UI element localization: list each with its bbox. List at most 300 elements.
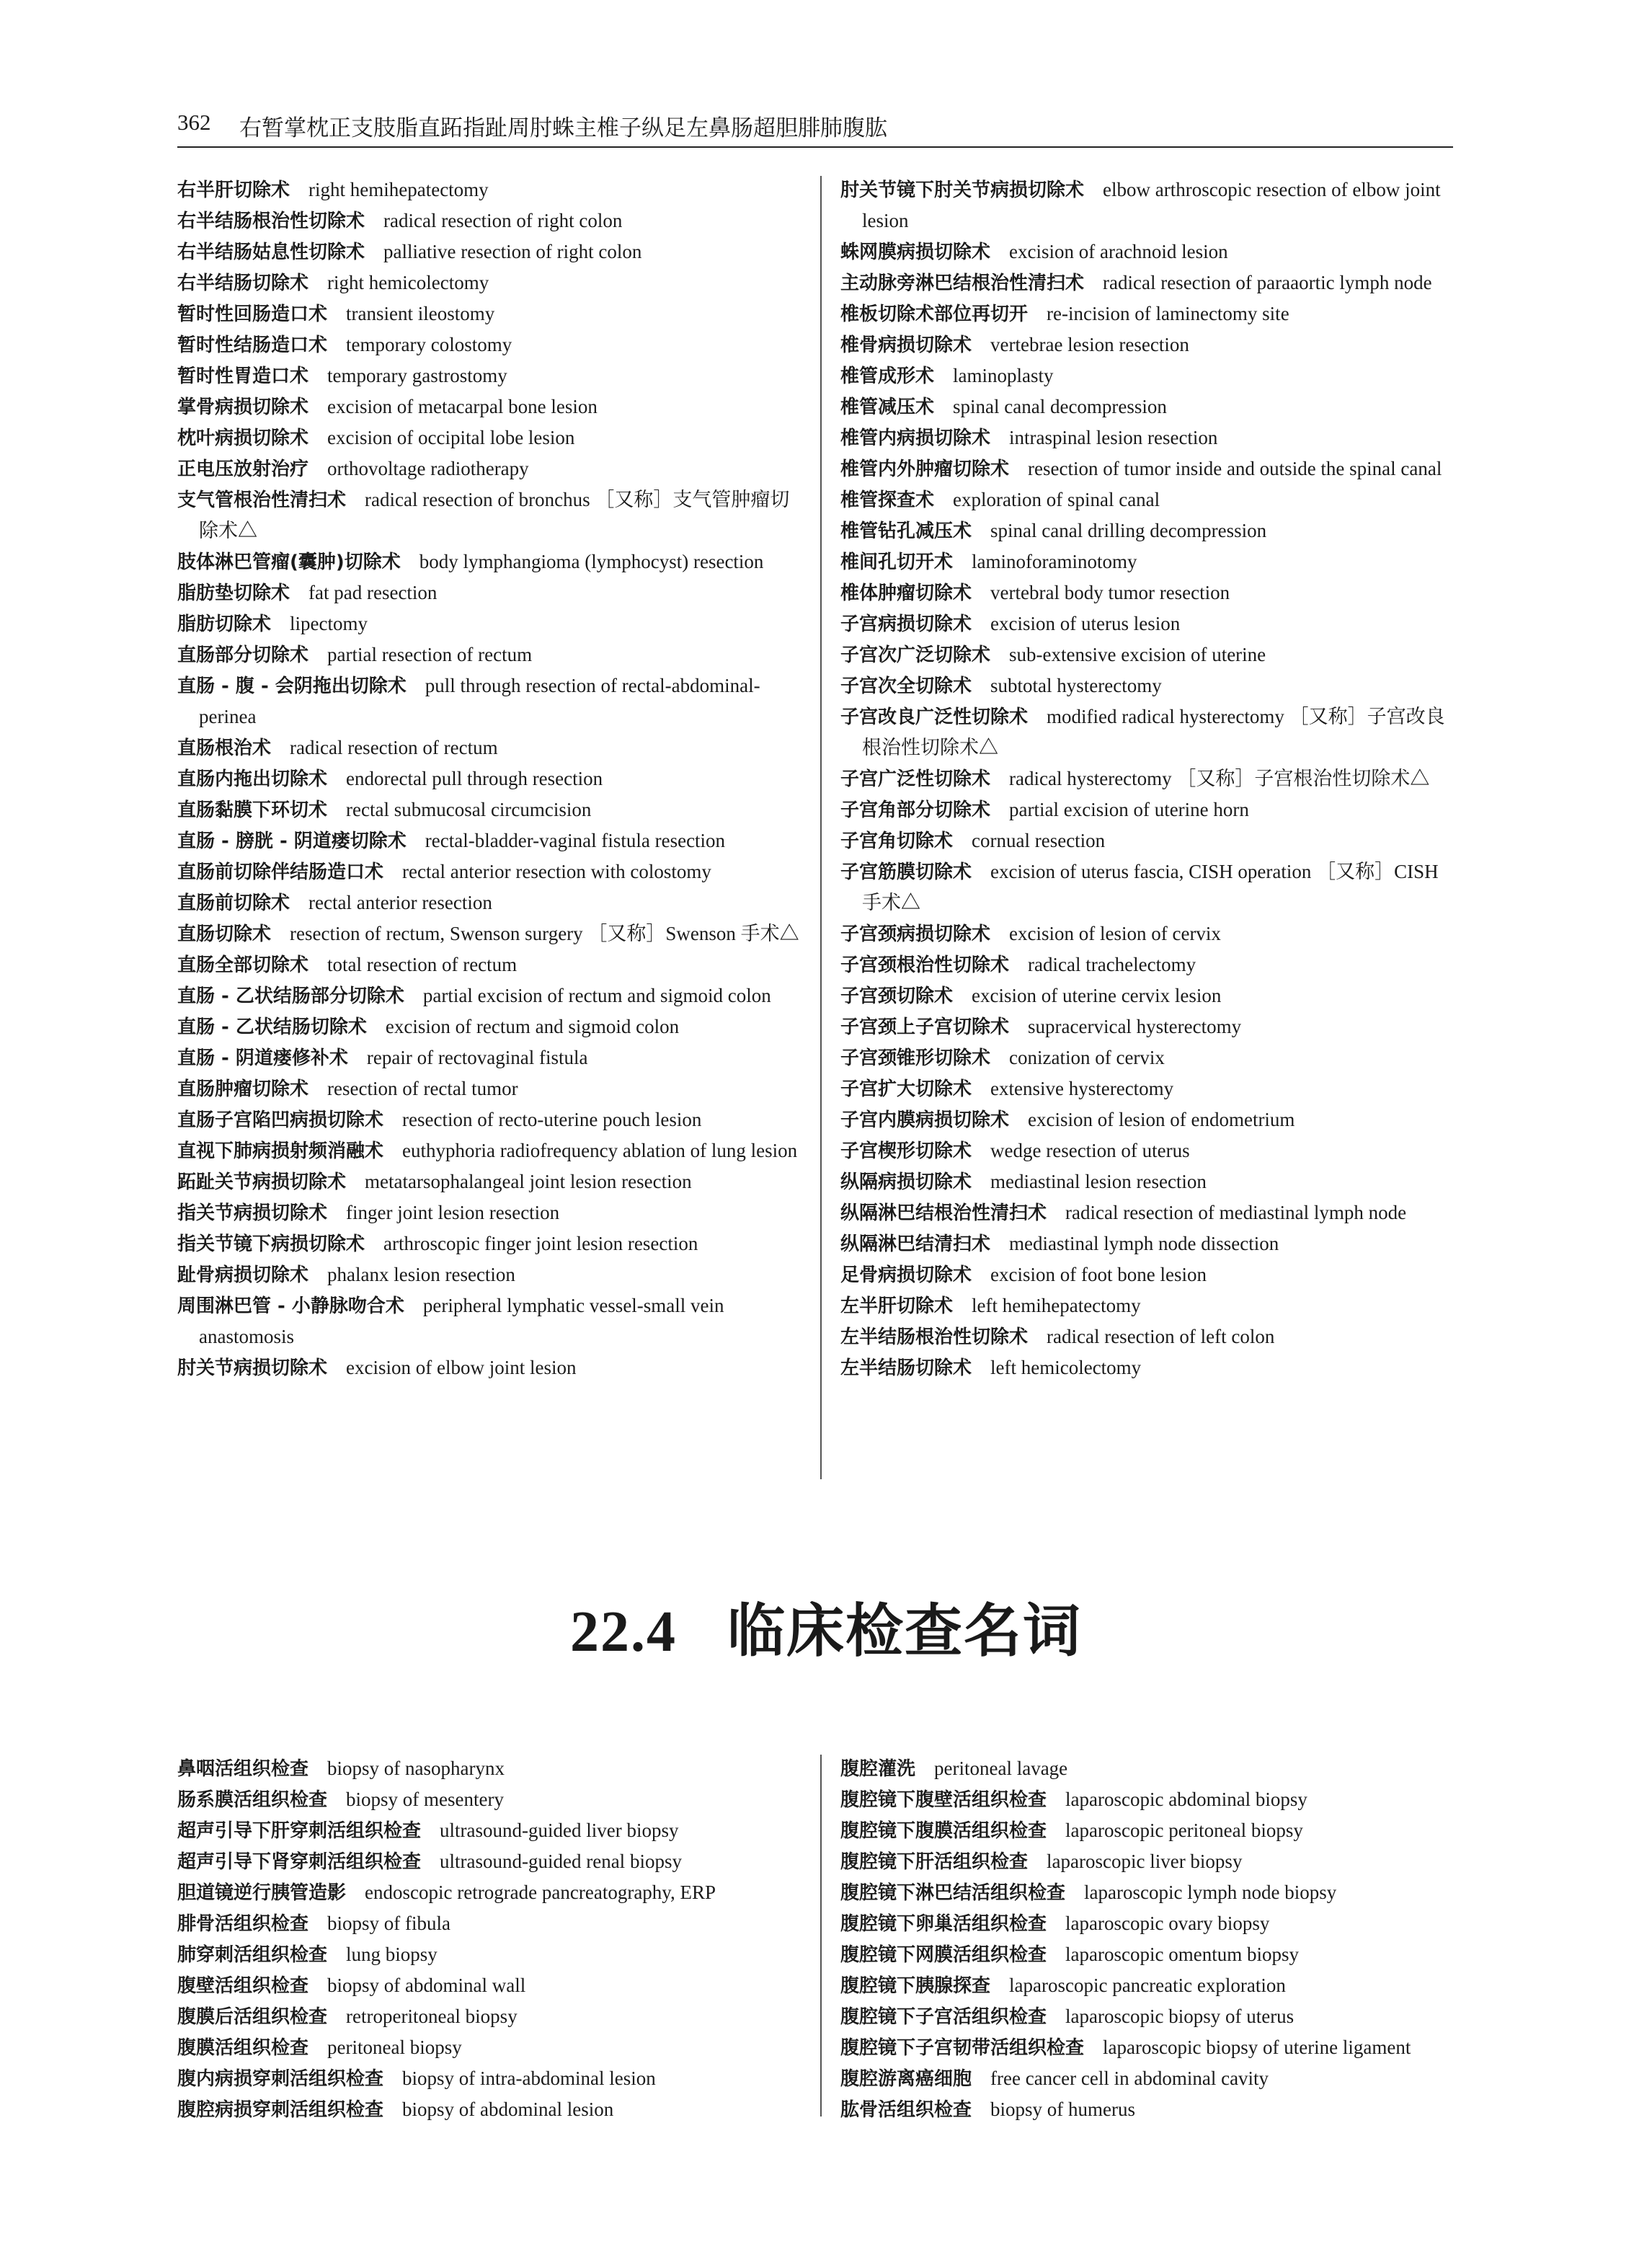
term-chinese: 椎间孔切开术	[840, 551, 954, 573]
term-english: re-incision of laminectomy site	[1047, 303, 1289, 324]
term-chinese: 直肠内拖出切除术	[177, 768, 328, 790]
term-chinese: 指关节病损切除术	[177, 1202, 328, 1224]
term-chinese: 子宫改良广泛性切除术	[840, 706, 1029, 728]
term-chinese: 直肠全部切除术	[177, 954, 309, 976]
term-english: excision of lesion of endometrium	[1028, 1109, 1295, 1130]
term-entry	[840, 174, 1453, 236]
term-chinese: 正电压放射治疗	[177, 458, 309, 480]
term-english: endoscopic retrograde pancreatography, ERP	[365, 1881, 716, 1903]
term-entry	[840, 1846, 1453, 1877]
term-entry	[840, 1753, 1453, 1784]
term-entry	[840, 949, 1453, 980]
term-chinese: 主动脉旁淋巴结根治性清扫术	[840, 272, 1085, 294]
term-english: ultrasound-guided liver biopsy	[440, 1819, 679, 1841]
term-chinese: 子宫扩大切除术	[840, 1078, 972, 1100]
term-english: euthyphoria radiofrequency ablation of lung lesion	[402, 1140, 798, 1161]
term-english: arthroscopic finger joint lesion resection	[383, 1233, 698, 1254]
term-entry	[840, 2001, 1453, 2032]
term-chinese: 腹腔镜下子宫韧带活组织检查	[840, 2037, 1085, 2059]
term-entry	[177, 1784, 804, 1815]
term-english: resection of recto-uterine pouch lesion	[402, 1109, 702, 1130]
term-english: resection of rectal tumor	[327, 1078, 518, 1099]
term-english: biopsy of abdominal wall	[327, 1974, 526, 1996]
term-english: biopsy of nasopharynx	[327, 1758, 505, 1779]
term-english: peritoneal biopsy	[327, 2036, 462, 2058]
term-english: excision of uterus fascia, CISH operation ［又称］CISH 手术△	[862, 861, 1439, 913]
term-english: left hemihepatectomy	[972, 1295, 1141, 1316]
term-english: radical resection of rectum	[290, 737, 498, 758]
term-chinese: 左半结肠切除术	[840, 1357, 972, 1379]
term-entry	[840, 794, 1453, 825]
term-entry	[177, 763, 804, 794]
term-entry	[177, 670, 804, 732]
term-english: excision of foot bone lesion	[990, 1264, 1207, 1285]
section-heading	[0, 1584, 1652, 1667]
term-entry	[177, 918, 804, 949]
term-entry	[840, 1877, 1453, 1908]
section2-column-divider	[820, 1755, 822, 2116]
term-chinese: 超声引导下肾穿刺活组织检查	[177, 1851, 422, 1873]
term-chinese: 趾骨病损切除术	[177, 1264, 309, 1286]
term-chinese: 腹腔镜下腹膜活组织检查	[840, 1820, 1047, 1842]
term-entry	[177, 949, 804, 980]
term-entry	[177, 236, 804, 267]
term-entry	[177, 1166, 804, 1197]
term-chinese: 椎管减压术	[840, 396, 935, 418]
term-english: partial excision of rectum and sigmoid colon	[422, 985, 771, 1006]
term-english: laparoscopic abdominal biopsy	[1065, 1788, 1307, 1810]
term-english: phalanx lesion resection	[327, 1264, 515, 1285]
term-english: radical resection of mediastinal lymph node	[1065, 1202, 1407, 1223]
term-entry	[177, 1259, 804, 1290]
term-english: elbow arthroscopic resection of elbow joint lesion	[862, 179, 1441, 231]
term-english: resection of rectum, Swenson surgery ［又称］Swenson 手术△	[290, 923, 799, 944]
term-chinese: 肢体淋巴管瘤(囊肿)切除术	[177, 551, 401, 573]
term-entry	[840, 856, 1453, 918]
term-chinese: 脂肪垫切除术	[177, 582, 290, 604]
term-english: laparoscopic ovary biopsy	[1065, 1912, 1270, 1934]
term-chinese: 椎管成形术	[840, 365, 935, 387]
term-entry	[840, 1166, 1453, 1197]
term-entry	[840, 701, 1453, 763]
term-english: metatarsophalangeal joint lesion resection	[365, 1171, 692, 1192]
term-english: subtotal hysterectomy	[990, 675, 1162, 696]
term-english: excision of rectum and sigmoid colon	[385, 1016, 680, 1037]
term-entry	[177, 329, 804, 360]
term-entry	[177, 205, 804, 236]
term-chinese: 足骨病损切除术	[840, 1264, 972, 1286]
term-english: endorectal pull through resection	[346, 768, 603, 789]
term-entry	[177, 298, 804, 329]
term-english: fat pad resection	[308, 582, 438, 603]
term-chinese: 直肠黏膜下环切术	[177, 799, 328, 821]
term-entry	[177, 1135, 804, 1166]
term-entry	[177, 360, 804, 391]
term-entry	[177, 267, 804, 298]
term-chinese: 肠系膜活组织检查	[177, 1789, 328, 1811]
term-chinese: 左半肝切除术	[840, 1295, 954, 1317]
term-english: peripheral lymphatic vessel-small vein anastomosis	[199, 1295, 724, 1347]
term-entry	[840, 1908, 1453, 1939]
term-entry	[840, 1970, 1453, 2001]
term-entry	[840, 1259, 1453, 1290]
term-english: laminoforaminotomy	[972, 551, 1137, 572]
term-entry	[177, 2001, 804, 2032]
term-entry	[840, 825, 1453, 856]
section2-right-column	[840, 1753, 1453, 2125]
term-chinese: 腹腔镜下子宫活组织检查	[840, 2006, 1047, 2028]
term-chinese: 直肠肿瘤切除术	[177, 1078, 309, 1100]
term-entry	[177, 453, 804, 484]
term-entry	[840, 391, 1453, 422]
term-english: laparoscopic biopsy of uterus	[1065, 2005, 1294, 2027]
term-entry	[840, 1011, 1453, 1042]
section1-column-divider	[820, 176, 822, 1479]
term-entry	[177, 546, 804, 577]
term-english: orthovoltage radiotherapy	[327, 458, 529, 479]
term-english: finger joint lesion resection	[346, 1202, 560, 1223]
term-chinese: 支气管根治性清扫术	[177, 489, 347, 511]
term-chinese: 子宫颈病损切除术	[840, 923, 991, 945]
term-chinese: 腹腔镜下肝活组织检查	[840, 1851, 1029, 1873]
term-entry	[840, 298, 1453, 329]
term-entry	[177, 1011, 804, 1042]
term-english: excision of elbow joint lesion	[346, 1357, 577, 1378]
term-english: retroperitoneal biopsy	[346, 2005, 518, 2027]
term-entry	[840, 2094, 1453, 2125]
term-chinese: 直肠前切除伴结肠造口术	[177, 861, 384, 883]
term-entry	[177, 825, 804, 856]
term-english: excision of uterine cervix lesion	[972, 985, 1222, 1006]
term-english: laparoscopic lymph node biopsy	[1084, 1881, 1337, 1903]
term-english: partial resection of rectum	[327, 644, 533, 665]
term-entry	[840, 422, 1453, 453]
term-entry	[840, 2063, 1453, 2094]
term-english: left hemicolectomy	[990, 1357, 1142, 1378]
term-chinese: 暂时性回肠造口术	[177, 303, 328, 325]
term-english: rectal anterior resection	[308, 892, 492, 913]
term-chinese: 直肠根治术	[177, 737, 272, 759]
term-english: vertebral body tumor resection	[990, 582, 1230, 603]
term-chinese: 腹腔镜下网膜活组织检查	[840, 1944, 1047, 1966]
term-chinese: 右半结肠根治性切除术	[177, 210, 365, 232]
term-chinese: 肱骨活组织检查	[840, 2099, 972, 2121]
term-chinese: 椎管内外肿瘤切除术	[840, 458, 1010, 480]
term-chinese: 肘关节病损切除术	[177, 1357, 328, 1379]
term-chinese: 腹膜后活组织检查	[177, 2006, 328, 2028]
term-entry	[840, 608, 1453, 639]
term-english: spinal canal decompression	[953, 396, 1167, 417]
term-entry	[177, 608, 804, 639]
term-chinese: 子宫筋膜切除术	[840, 861, 972, 883]
term-chinese: 鼻咽活组织检查	[177, 1758, 309, 1780]
term-entry	[840, 1939, 1453, 1970]
term-entry	[840, 484, 1453, 515]
term-english: laparoscopic omentum biopsy	[1065, 1943, 1299, 1965]
term-english: radical resection of right colon	[383, 210, 623, 231]
header-title: 右暂掌枕正支肢脂直跖指趾周肘蛛主椎子纵足左鼻肠超胆腓肺腹肱	[239, 115, 887, 141]
term-entry	[177, 1042, 804, 1073]
term-english: lipectomy	[290, 613, 368, 634]
term-chinese: 右半结肠姑息性切除术	[177, 241, 365, 263]
term-chinese: 右半肝切除术	[177, 179, 290, 201]
term-entry	[840, 2032, 1453, 2063]
term-english: vertebrae lesion resection	[990, 334, 1189, 355]
term-entry	[840, 453, 1453, 484]
term-english: body lymphangioma (lymphocyst) resection	[419, 551, 764, 572]
term-entry	[177, 1846, 804, 1877]
term-chinese: 肺穿刺活组织检查	[177, 1944, 328, 1966]
term-chinese: 暂时性结肠造口术	[177, 334, 328, 356]
term-entry	[177, 1877, 804, 1908]
term-entry	[177, 391, 804, 422]
term-english: spinal canal drilling decompression	[990, 520, 1267, 541]
term-chinese: 子宫次广泛切除术	[840, 644, 991, 666]
term-entry	[177, 2032, 804, 2063]
term-english: pull through resection of rectal-abdominal-perinea	[199, 675, 760, 727]
term-chinese: 子宫颈切除术	[840, 985, 954, 1007]
term-chinese: 腹腔镜下胰腺探查	[840, 1975, 991, 1997]
running-header	[177, 110, 1453, 146]
term-english: biopsy of humerus	[990, 2098, 1135, 2120]
term-chinese: 腓骨活组织检查	[177, 1913, 309, 1935]
term-chinese: 椎骨病损切除术	[840, 334, 972, 356]
term-entry	[840, 1321, 1453, 1352]
term-chinese: 腹壁活组织检查	[177, 1975, 309, 1997]
term-entry	[840, 360, 1453, 391]
term-entry	[177, 887, 804, 918]
term-english: modified radical hysterectomy ［又称］子宫改良根治性切除术△	[862, 706, 1445, 758]
term-entry	[177, 1908, 804, 1939]
term-chinese: 纵隔病损切除术	[840, 1171, 972, 1193]
section1-right-column	[840, 174, 1453, 1383]
term-chinese: 周围淋巴管 - 小静脉吻合术	[177, 1295, 404, 1317]
term-english: ultrasound-guided renal biopsy	[440, 1850, 682, 1872]
term-english: sub-extensive excision of uterine	[1009, 644, 1266, 665]
term-english: radical resection of bronchus ［又称］支气管肿瘤切除术△	[199, 489, 790, 541]
term-entry	[177, 1290, 804, 1352]
term-english: biopsy of fibula	[327, 1912, 450, 1934]
term-entry	[177, 794, 804, 825]
term-entry	[177, 1228, 804, 1259]
term-english: excision of lesion of cervix	[1009, 923, 1221, 944]
term-english: mediastinal lymph node dissection	[1009, 1233, 1279, 1254]
term-chinese: 腹腔游离癌细胞	[840, 2068, 972, 2090]
term-entry	[840, 515, 1453, 546]
page-number: 362	[177, 110, 211, 135]
term-chinese: 椎管内病损切除术	[840, 427, 991, 449]
term-chinese: 子宫颈锥形切除术	[840, 1047, 991, 1069]
term-entry	[177, 980, 804, 1011]
term-entry	[840, 1104, 1453, 1135]
term-chinese: 子宫广泛性切除术	[840, 768, 991, 790]
term-entry	[840, 918, 1453, 949]
term-entry	[177, 2094, 804, 2125]
term-chinese: 跖趾关节病损切除术	[177, 1171, 347, 1193]
term-english: laparoscopic peritoneal biopsy	[1065, 1819, 1303, 1841]
term-entry	[177, 484, 804, 546]
term-english: temporary gastrostomy	[327, 365, 507, 386]
term-english: right hemicolectomy	[327, 272, 489, 293]
term-english: rectal-bladder-vaginal fistula resection	[425, 830, 726, 851]
term-english: excision of uterus lesion	[990, 613, 1181, 634]
term-english: rectal anterior resection with colostomy	[402, 861, 711, 882]
term-entry	[840, 267, 1453, 298]
term-entry	[840, 1784, 1453, 1815]
term-english: radical resection of paraaortic lymph node	[1103, 272, 1432, 293]
term-chinese: 蛛网膜病损切除术	[840, 241, 991, 263]
term-chinese: 直肠 - 乙状结肠部分切除术	[177, 985, 404, 1007]
term-english: laparoscopic biopsy of uterine ligament	[1103, 2036, 1411, 2058]
term-entry	[840, 1352, 1453, 1383]
term-entry	[840, 1197, 1453, 1228]
term-chinese: 椎管探查术	[840, 489, 935, 511]
term-english: excision of occipital lobe lesion	[327, 427, 575, 448]
term-entry	[177, 1073, 804, 1104]
term-english: laminoplasty	[953, 365, 1054, 386]
term-entry	[177, 2063, 804, 2094]
term-chinese: 直肠切除术	[177, 923, 272, 945]
term-english: total resection of rectum	[327, 954, 518, 975]
term-entry	[840, 1135, 1453, 1166]
term-chinese: 子宫角切除术	[840, 830, 954, 852]
term-chinese: 胆道镜逆行胰管造影	[177, 1882, 347, 1904]
term-chinese: 子宫颈根治性切除术	[840, 954, 1010, 976]
term-english: palliative resection of right colon	[383, 241, 642, 262]
term-english: transient ileostomy	[346, 303, 495, 324]
term-english: intraspinal lesion resection	[1009, 427, 1218, 448]
term-entry	[840, 763, 1453, 794]
term-entry	[840, 639, 1453, 670]
term-entry	[840, 236, 1453, 267]
term-english: repair of rectovaginal fistula	[366, 1047, 588, 1068]
term-english: partial excision of uterine horn	[1009, 799, 1249, 820]
term-english: free cancer cell in abdominal cavity	[990, 2067, 1269, 2089]
term-english: supracervical hysterectomy	[1028, 1016, 1242, 1037]
term-chinese: 椎体肿瘤切除术	[840, 582, 972, 604]
term-english: rectal submucosal circumcision	[346, 799, 592, 820]
term-english: excision of arachnoid lesion	[1009, 241, 1228, 262]
term-entry	[840, 1228, 1453, 1259]
section2-left-column	[177, 1753, 804, 2125]
term-chinese: 枕叶病损切除术	[177, 427, 309, 449]
term-english: peritoneal lavage	[934, 1758, 1068, 1779]
term-english: biopsy of abdominal lesion	[402, 2098, 614, 2120]
term-chinese: 掌骨病损切除术	[177, 396, 309, 418]
term-chinese: 脂肪切除术	[177, 613, 272, 635]
section-number: 22.4	[570, 1600, 677, 1664]
term-english: radical hysterectomy ［又称］子宫根治性切除术△	[1009, 768, 1430, 789]
term-entry	[840, 1073, 1453, 1104]
term-english: biopsy of intra-abdominal lesion	[402, 2067, 656, 2089]
term-chinese: 子宫病损切除术	[840, 613, 972, 635]
term-entry	[177, 174, 804, 205]
term-chinese: 腹腔镜下淋巴结活组织检查	[840, 1882, 1066, 1904]
term-chinese: 腹腔镜下卵巢活组织检查	[840, 1913, 1047, 1935]
term-entry	[177, 1197, 804, 1228]
term-english: laparoscopic pancreatic exploration	[1009, 1974, 1286, 1996]
term-chinese: 指关节镜下病损切除术	[177, 1233, 365, 1255]
term-english: conization of cervix	[1009, 1047, 1165, 1068]
term-english: wedge resection of uterus	[990, 1140, 1190, 1161]
term-chinese: 直肠部分切除术	[177, 644, 309, 666]
term-entry	[177, 856, 804, 887]
term-chinese: 暂时性胃造口术	[177, 365, 309, 387]
term-entry	[840, 980, 1453, 1011]
term-english: radical resection of left colon	[1047, 1326, 1275, 1347]
term-chinese: 腹膜活组织检查	[177, 2037, 309, 2059]
term-chinese: 椎管钻孔减压术	[840, 520, 972, 542]
term-english: exploration of spinal canal	[953, 489, 1160, 510]
term-chinese: 直肠子宫陷凹病损切除术	[177, 1109, 384, 1131]
term-chinese: 左半结肠根治性切除术	[840, 1326, 1029, 1348]
term-chinese: 纵隔淋巴结根治性清扫术	[840, 1202, 1047, 1224]
term-chinese: 子宫内膜病损切除术	[840, 1109, 1010, 1131]
header-rule	[177, 146, 1453, 148]
term-entry	[840, 1042, 1453, 1073]
term-entry	[840, 670, 1453, 701]
term-english: radical trachelectomy	[1028, 954, 1196, 975]
term-entry	[177, 1939, 804, 1970]
term-entry	[177, 639, 804, 670]
term-chinese: 直视下肺病损射频消融术	[177, 1140, 384, 1162]
section1-left-column	[177, 174, 804, 1383]
term-chinese: 肘关节镜下肘关节病损切除术	[840, 179, 1085, 201]
term-entry	[177, 1753, 804, 1784]
term-chinese: 椎板切除术部位再切开	[840, 303, 1029, 325]
term-chinese: 腹腔镜下腹壁活组织检查	[840, 1789, 1047, 1811]
term-chinese: 直肠 - 乙状结肠切除术	[177, 1016, 367, 1038]
term-chinese: 腹内病损穿刺活组织检查	[177, 2068, 384, 2090]
term-english: excision of metacarpal bone lesion	[327, 396, 598, 417]
term-entry	[177, 1970, 804, 2001]
section-title: 临床检查名词	[727, 1597, 1082, 1665]
term-chinese: 直肠 - 腹 - 会阴拖出切除术	[177, 675, 407, 697]
term-entry	[177, 422, 804, 453]
term-english: biopsy of mesentery	[346, 1788, 504, 1810]
term-english: extensive hysterectomy	[990, 1078, 1174, 1099]
term-chinese: 子宫楔形切除术	[840, 1140, 972, 1162]
term-english: temporary colostomy	[346, 334, 512, 355]
term-entry	[840, 329, 1453, 360]
term-english: lung biopsy	[346, 1943, 438, 1965]
term-chinese: 直肠 - 膀胱 - 阴道瘘切除术	[177, 830, 407, 852]
term-english: right hemihepatectomy	[308, 179, 489, 200]
term-chinese: 子宫次全切除术	[840, 675, 972, 697]
term-english: resection of tumor inside and outside the spinal canal	[1028, 458, 1442, 479]
term-chinese: 子宫颈上子宫切除术	[840, 1016, 1010, 1038]
term-chinese: 右半结肠切除术	[177, 272, 309, 294]
term-entry	[177, 732, 804, 763]
term-chinese: 腹腔灌洗	[840, 1758, 916, 1780]
term-english: mediastinal lesion resection	[990, 1171, 1207, 1192]
term-entry	[840, 1290, 1453, 1321]
term-chinese: 直肠 - 阴道瘘修补术	[177, 1047, 348, 1069]
term-entry	[840, 546, 1453, 577]
term-entry	[840, 1815, 1453, 1846]
term-chinese: 子宫角部分切除术	[840, 799, 991, 821]
term-entry	[177, 577, 804, 608]
term-chinese: 纵隔淋巴结清扫术	[840, 1233, 991, 1255]
term-chinese: 腹腔病损穿刺活组织检查	[177, 2099, 384, 2121]
term-english: laparoscopic liver biopsy	[1047, 1850, 1243, 1872]
term-entry	[840, 577, 1453, 608]
term-chinese: 直肠前切除术	[177, 892, 290, 914]
term-chinese: 超声引导下肝穿刺活组织检查	[177, 1820, 422, 1842]
term-entry	[177, 1352, 804, 1383]
term-entry	[177, 1104, 804, 1135]
term-english: cornual resection	[972, 830, 1106, 851]
